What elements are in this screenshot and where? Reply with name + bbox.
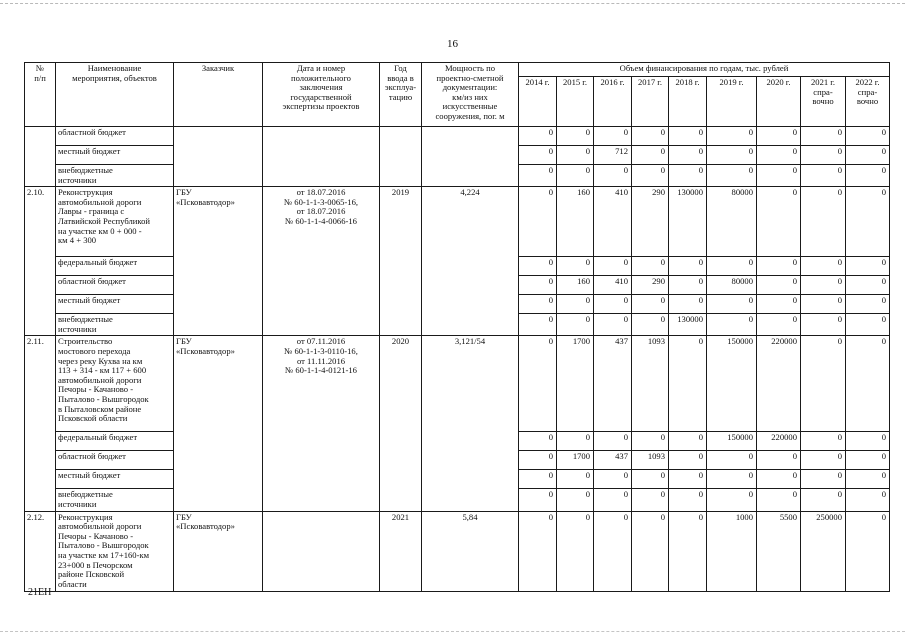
header-funding: Объем финансирования по годам, тыс. рублей [519,63,890,77]
amount-cell: 0 [519,127,557,146]
page-number: 16 [447,38,458,50]
header-year-2015: 2015 г. [557,77,594,127]
amount-cell: 0 [519,336,557,432]
header-year-2019: 2019 г. [707,77,757,127]
empty-capacity-cell [422,127,519,187]
table-row [25,511,890,591]
amount-cell: 0 [707,470,757,489]
budget-source-label: федеральный бюджет [56,432,174,451]
header-customer: Заказчик [174,63,263,127]
amount-cell: 0 [757,314,801,336]
amount-cell: 410 [594,187,632,257]
amount-cell: 1700 [557,336,594,432]
amount-cell: 0 [707,451,757,470]
amount-cell: 0 [757,451,801,470]
amount-cell: 0 [757,470,801,489]
header-name: Наименование мероприятия, объектов [56,63,174,127]
project-year: 2019 [380,187,422,336]
amount-cell: 0 [846,295,890,314]
amount-cell: 250000 [801,511,846,591]
amount-cell: 0 [669,127,707,146]
amount-cell: 0 [519,511,557,591]
empty-num-cell [25,127,56,187]
budget-source-label: внебюджетные источники [56,489,174,511]
amount-cell: 80000 [707,276,757,295]
amount-cell: 0 [594,165,632,187]
amount-cell: 0 [846,336,890,432]
amount-cell: 130000 [669,187,707,257]
empty-year-cell [380,127,422,187]
amount-cell: 0 [846,146,890,165]
amount-cell: 290 [632,276,669,295]
budget-source-label: местный бюджет [56,146,174,165]
budget-source-label: областной бюджет [56,127,174,146]
project-name: Реконструкция автомобильной дороги Лавры - граница с Латвийской Республикой на участке км 0 + 000 - км 4 + 300 [56,187,174,257]
amount-cell: 160 [557,187,594,257]
amount-cell: 0 [801,187,846,257]
amount-cell: 0 [801,489,846,511]
amount-cell: 0 [632,511,669,591]
amount-cell: 0 [846,187,890,257]
amount-cell: 0 [519,257,557,276]
project-number: 2.11. [25,336,56,511]
amount-cell: 0 [669,165,707,187]
amount-cell: 0 [707,257,757,276]
project-name: Строительство мостового перехода через реку Кухва на км 113 + 314 - км 117 + 600 автомобильной дороги Печоры - Качаново - Пыталово - Вышгородок в Пыталовском районе Псковской области [56,336,174,432]
amount-cell: 0 [594,314,632,336]
budget-source-label: местный бюджет [56,295,174,314]
header-expertise: Дата и номер положительного заключения государственной экспертизы проектов [263,63,380,127]
amount-cell: 0 [519,470,557,489]
scan-bottom-edge [0,631,905,633]
project-number: 2.12. [25,511,56,591]
amount-cell: 0 [846,314,890,336]
amount-cell: 0 [632,314,669,336]
amount-cell: 1093 [632,451,669,470]
header-year-2017: 2017 г. [632,77,669,127]
amount-cell: 0 [594,511,632,591]
amount-cell: 0 [669,276,707,295]
table-row [25,336,890,432]
amount-cell: 0 [632,432,669,451]
amount-cell: 0 [801,314,846,336]
table-row [25,127,890,146]
amount-cell: 0 [669,451,707,470]
footer-code: 21EH [28,587,52,598]
project-expertise: от 07.11.2016 № 60-1-1-3-0110-16, от 11.11.2016 № 60-1-1-4-0121-16 [263,336,380,511]
amount-cell: 0 [846,127,890,146]
amount-cell: 0 [519,187,557,257]
project-year: 2021 [380,511,422,591]
amount-cell: 0 [669,432,707,451]
budget-source-label: областной бюджет [56,276,174,295]
amount-cell: 0 [757,276,801,295]
amount-cell: 0 [519,146,557,165]
project-customer: ГБУ «Псковавтодор» [174,187,263,336]
amount-cell: 0 [846,257,890,276]
amount-cell: 0 [632,257,669,276]
amount-cell: 1093 [632,336,669,432]
amount-cell: 0 [557,127,594,146]
amount-cell: 0 [669,257,707,276]
header-year-2022: 2022 г. спра- вочно [846,77,890,127]
project-expertise [263,511,380,591]
amount-cell: 0 [519,451,557,470]
amount-cell: 5500 [757,511,801,591]
amount-cell: 0 [594,432,632,451]
amount-cell: 0 [801,257,846,276]
amount-cell: 0 [846,489,890,511]
table-header-row [25,63,890,77]
amount-cell: 0 [594,470,632,489]
amount-cell: 290 [632,187,669,257]
project-customer: ГБУ «Псковавтодор» [174,511,263,591]
amount-cell: 0 [846,451,890,470]
amount-cell: 0 [707,146,757,165]
header-year-2020: 2020 г. [757,77,801,127]
amount-cell: 0 [557,511,594,591]
amount-cell: 0 [846,511,890,591]
amount-cell: 0 [801,165,846,187]
project-name: Реконструкция автомобильной дороги Печоры - Качаново - Пыталово - Вышгородок на участке км 17+160-км 23+000 в Печорском районе Псковской области [56,511,174,591]
amount-cell: 0 [632,127,669,146]
amount-cell: 80000 [707,187,757,257]
amount-cell: 437 [594,336,632,432]
amount-cell: 0 [669,511,707,591]
header-num: № п/п [25,63,56,127]
amount-cell: 0 [594,295,632,314]
amount-cell: 130000 [669,314,707,336]
amount-cell: 0 [801,432,846,451]
amount-cell: 0 [707,127,757,146]
amount-cell: 0 [557,165,594,187]
amount-cell: 712 [594,146,632,165]
amount-cell: 0 [669,470,707,489]
amount-cell: 0 [557,432,594,451]
amount-cell: 0 [757,295,801,314]
amount-cell: 1000 [707,511,757,591]
amount-cell: 220000 [757,336,801,432]
project-expertise: от 18.07.2016 № 60-1-1-3-0065-16, от 18.07.2016 № 60-1-1-4-0066-16 [263,187,380,336]
amount-cell: 0 [801,295,846,314]
project-capacity: 4,224 [422,187,519,336]
amount-cell: 0 [632,146,669,165]
amount-cell: 0 [801,146,846,165]
amount-cell: 1700 [557,451,594,470]
amount-cell: 0 [757,257,801,276]
amount-cell: 0 [846,432,890,451]
amount-cell: 0 [519,432,557,451]
amount-cell: 437 [594,451,632,470]
amount-cell: 0 [757,146,801,165]
amount-cell: 0 [801,451,846,470]
amount-cell: 0 [557,146,594,165]
amount-cell: 0 [594,489,632,511]
budget-source-label: федеральный бюджет [56,257,174,276]
header-year-2016: 2016 г. [594,77,632,127]
amount-cell: 0 [801,127,846,146]
amount-cell: 0 [669,295,707,314]
budget-source-label: областной бюджет [56,451,174,470]
project-capacity: 5,84 [422,511,519,591]
amount-cell: 0 [669,146,707,165]
budget-source-label: внебюджетные источники [56,165,174,187]
project-customer: ГБУ «Псковавтодор» [174,336,263,511]
amount-cell: 0 [669,336,707,432]
amount-cell: 0 [594,127,632,146]
amount-cell: 160 [557,276,594,295]
header-year-2014: 2014 г. [519,77,557,127]
amount-cell: 0 [757,187,801,257]
project-capacity: 3,121/54 [422,336,519,511]
amount-cell: 0 [557,295,594,314]
amount-cell: 0 [801,276,846,295]
amount-cell: 0 [707,489,757,511]
amount-cell: 0 [519,295,557,314]
budget-source-label: внебюджетные источники [56,314,174,336]
amount-cell: 0 [519,314,557,336]
amount-cell: 0 [669,489,707,511]
amount-cell: 0 [519,165,557,187]
amount-cell: 0 [707,165,757,187]
amount-cell: 0 [707,314,757,336]
amount-cell: 0 [801,470,846,489]
amount-cell: 150000 [707,336,757,432]
amount-cell: 0 [632,165,669,187]
header-year-2021: 2021 г. спра- вочно [801,77,846,127]
header-capacity: Мощность по проектно-сметной документации: км/из них искусственные сооружения, пог. м [422,63,519,127]
header-year-2018: 2018 г. [669,77,707,127]
empty-expertise-cell [263,127,380,187]
budget-source-label: местный бюджет [56,470,174,489]
amount-cell: 410 [594,276,632,295]
amount-cell: 0 [707,295,757,314]
project-year: 2020 [380,336,422,511]
amount-cell: 0 [757,127,801,146]
amount-cell: 0 [846,470,890,489]
table-row [25,187,890,257]
amount-cell: 0 [846,276,890,295]
amount-cell: 220000 [757,432,801,451]
amount-cell: 0 [801,336,846,432]
amount-cell: 0 [557,470,594,489]
project-number: 2.10. [25,187,56,336]
amount-cell: 0 [757,165,801,187]
amount-cell: 0 [632,489,669,511]
funding-table [24,62,890,592]
amount-cell: 150000 [707,432,757,451]
amount-cell: 0 [519,489,557,511]
amount-cell: 0 [519,276,557,295]
scan-top-edge [0,3,905,5]
amount-cell: 0 [846,165,890,187]
amount-cell: 0 [757,489,801,511]
amount-cell: 0 [557,314,594,336]
amount-cell: 0 [594,257,632,276]
amount-cell: 0 [632,295,669,314]
amount-cell: 0 [557,489,594,511]
empty-customer-cell [174,127,263,187]
amount-cell: 0 [557,257,594,276]
amount-cell: 0 [632,470,669,489]
header-year: Год ввода в эксплуа- тацию [380,63,422,127]
